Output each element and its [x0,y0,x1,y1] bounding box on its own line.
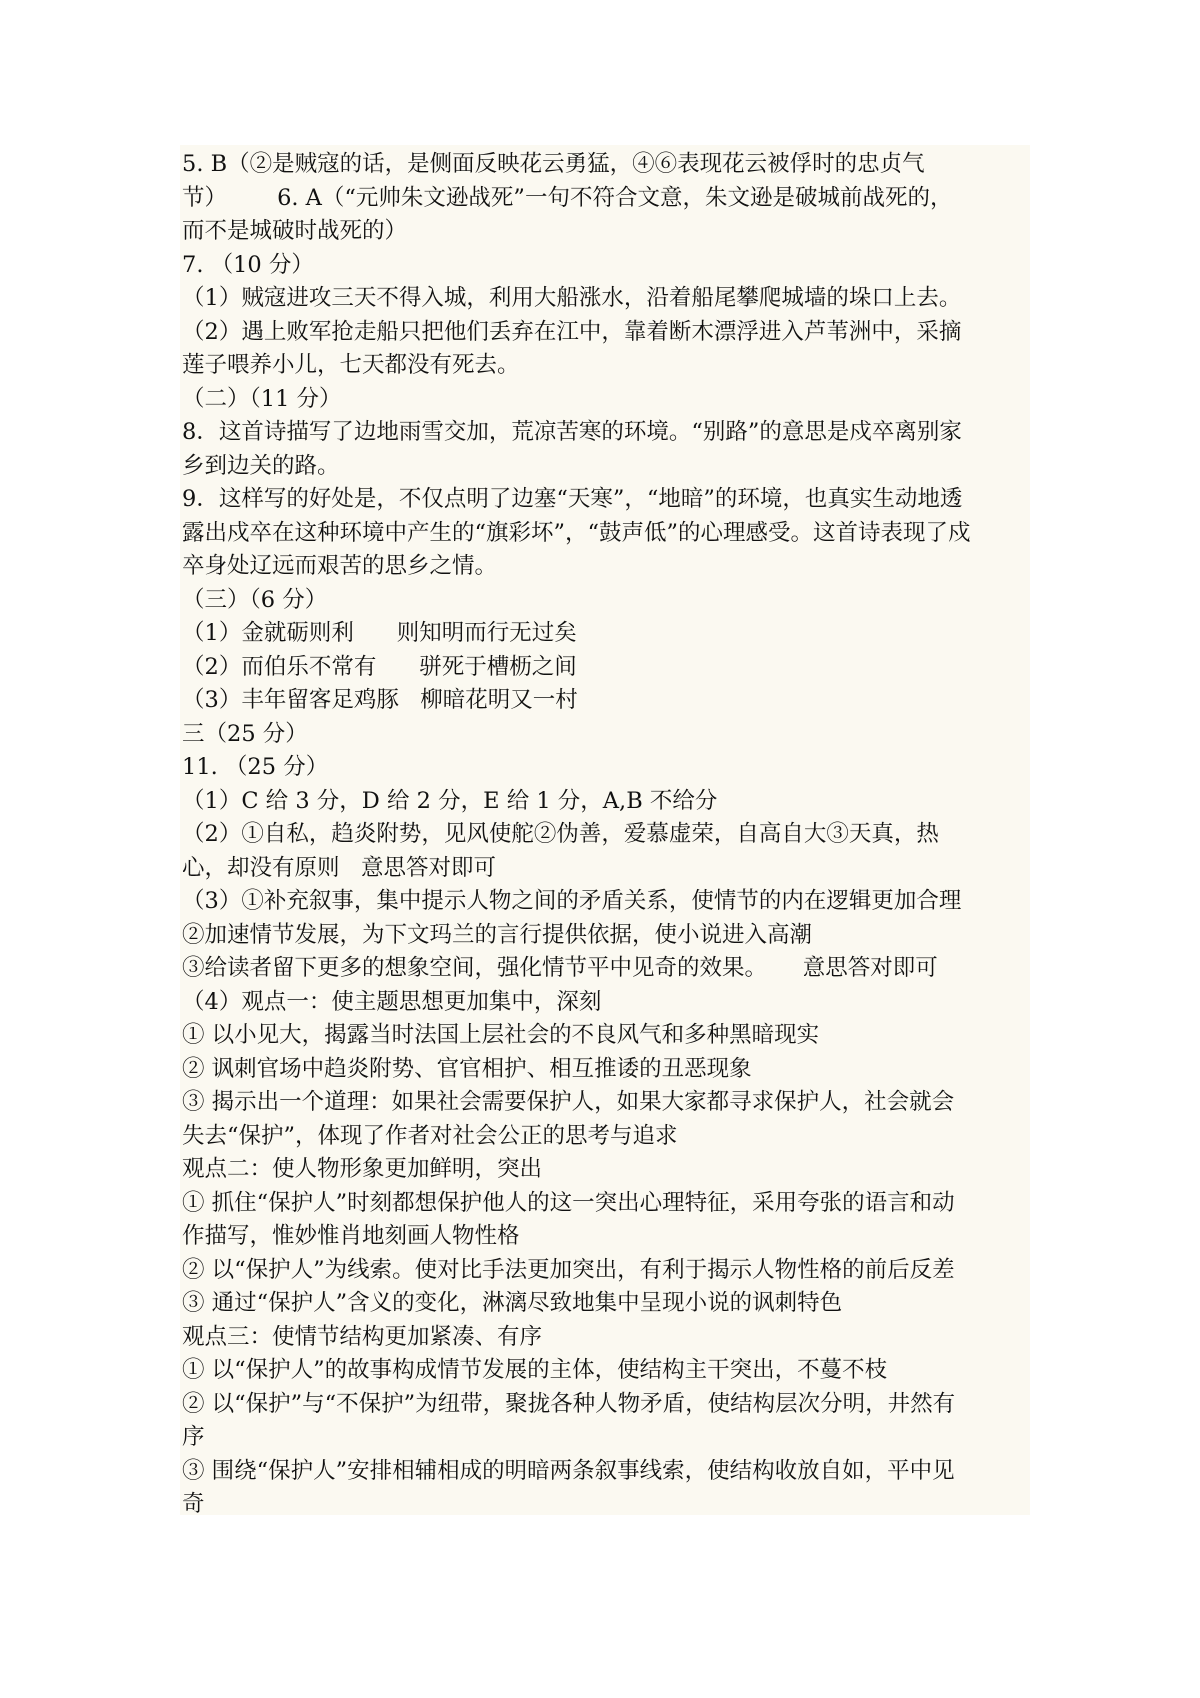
text-line: ③ 通过“保护人”含义的变化，淋漓尽致地集中呈现小说的讽刺特色 [182,1290,843,1316]
text-line: （2）而伯乐不常有 骈死于槽枥之间 [182,653,577,680]
text-line: 卒身处辽远而艰苦的思乡之情。 [182,553,498,579]
section-heading: （三）（6 分） [182,586,328,613]
text-line: （1）金就砺则利 则知明而行无过矣 [182,620,577,646]
text-line: 观点三：使情节结构更加紧凑、有序 [182,1323,543,1350]
text-line: ② 以“保护”与“不保护”为纽带，聚拢各种人物矛盾，使结构层次分明，井然有 [182,1390,956,1417]
text-line: ②加速情节发展，为下文玛兰的言行提供依据，使小说进入高潮 [182,921,813,948]
text-line: 乡到边关的路。 [182,452,340,479]
text-line: ① 抓住“保护人”时刻都想保护他人的这一突出心理特征，采用夸张的语言和动 [182,1189,955,1216]
text-line: （1）贼寇进攻三天不得入城，利用大船涨水，沿着船尾攀爬城墙的垛口上去。 [182,285,962,311]
text-line: 序 [182,1424,205,1450]
text-line: ③给读者留下更多的想象空间，强化情节平中见奇的效果。 意思答对即可 [182,955,938,981]
text-line: 露出戍卒在这种环境中产生的“旗彩坏”，“鼓声低”的心理感受。这首诗表现了戍 [182,519,971,546]
text-line: 观点二：使人物形象更加鲜明，突出 [182,1156,543,1182]
text-line: ① 以小见大，揭露当时法国上层社会的不良风气和多种黑暗现实 [182,1022,820,1048]
text-line: 而不是城破时战死的） [182,218,408,244]
answer-text-block [182,148,1030,1522]
text-line: （1）C 给 3 分，D 给 2 分，E 给 1 分，A,B 不给分 [182,787,718,814]
section-heading: （二）（11 分） [182,385,342,412]
text-line: 9．这样写的好处是，不仅点明了边塞“天寒”，“地暗”的环境，也真实生动地透 [182,486,963,512]
text-line: （4）观点一：使主题思想更加集中，深刻 [182,988,602,1015]
text-line: （3）丰年留客足鸡豚 柳暗花明又一村 [182,687,578,713]
text-line: 作描写，惟妙惟肖地刻画人物性格 [182,1223,520,1249]
text-line: 莲子喂养小儿，七天都没有死去。 [182,352,520,378]
text-line: ② 以“保护人”为线索。使对比手法更加突出，有利于揭示人物性格的前后反差 [182,1256,955,1283]
text-line: ③ 揭示出一个道理：如果社会需要保护人，如果大家都寻求保护人，社会就会 [182,1089,955,1115]
text-line: （2）遇上败军抢走船只把他们丢弃在江中，靠着断木漂浮进入芦苇洲中，采摘 [182,318,962,345]
section-heading: 11. （25 分） [182,754,329,780]
text-line: ③ 围绕“保护人”安排相辅相成的明暗两条叙事线索，使结构收放自如，平中见 [182,1457,955,1484]
text-line: 失去“保护”，体现了作者对社会公正的思考与追求 [182,1122,678,1149]
text-line: 心，却没有原则 意思答对即可 [182,854,496,881]
text-line: 5. B（②是贼寇的话，是侧面反映花云勇猛，④⑥表现花云被俘时的忠贞气 [182,151,925,177]
text-line: ① 以“保护人”的故事构成情节发展的主体，使结构主干突出，不蔓不枝 [182,1357,888,1383]
text-line: 8．这首诗描写了边地雨雪交加，荒凉苦寒的环境。“别路”的意思是戍卒离别家 [182,419,962,445]
text-line: （3）①补充叙事，集中提示人物之间的矛盾关系，使情节的内在逻辑更加合理 [182,888,962,914]
section-heading: 三（25 分） [182,720,308,747]
text-line: 奇 [182,1491,205,1517]
section-heading: 7. （10 分） [182,251,314,278]
text-line: 节） 6. A（“元帅朱文逊战死”一句不符合文意，朱文逊是破城前战死的， [182,184,953,211]
text-line: （2）①自私，趋炎附势，见风使舵②伪善，爱慕虚荣，自高自大③天真，热 [182,821,939,847]
text-line: ② 讽刺官场中趋炎附势、官官相护、相互推诿的丑恶现象 [182,1055,752,1082]
